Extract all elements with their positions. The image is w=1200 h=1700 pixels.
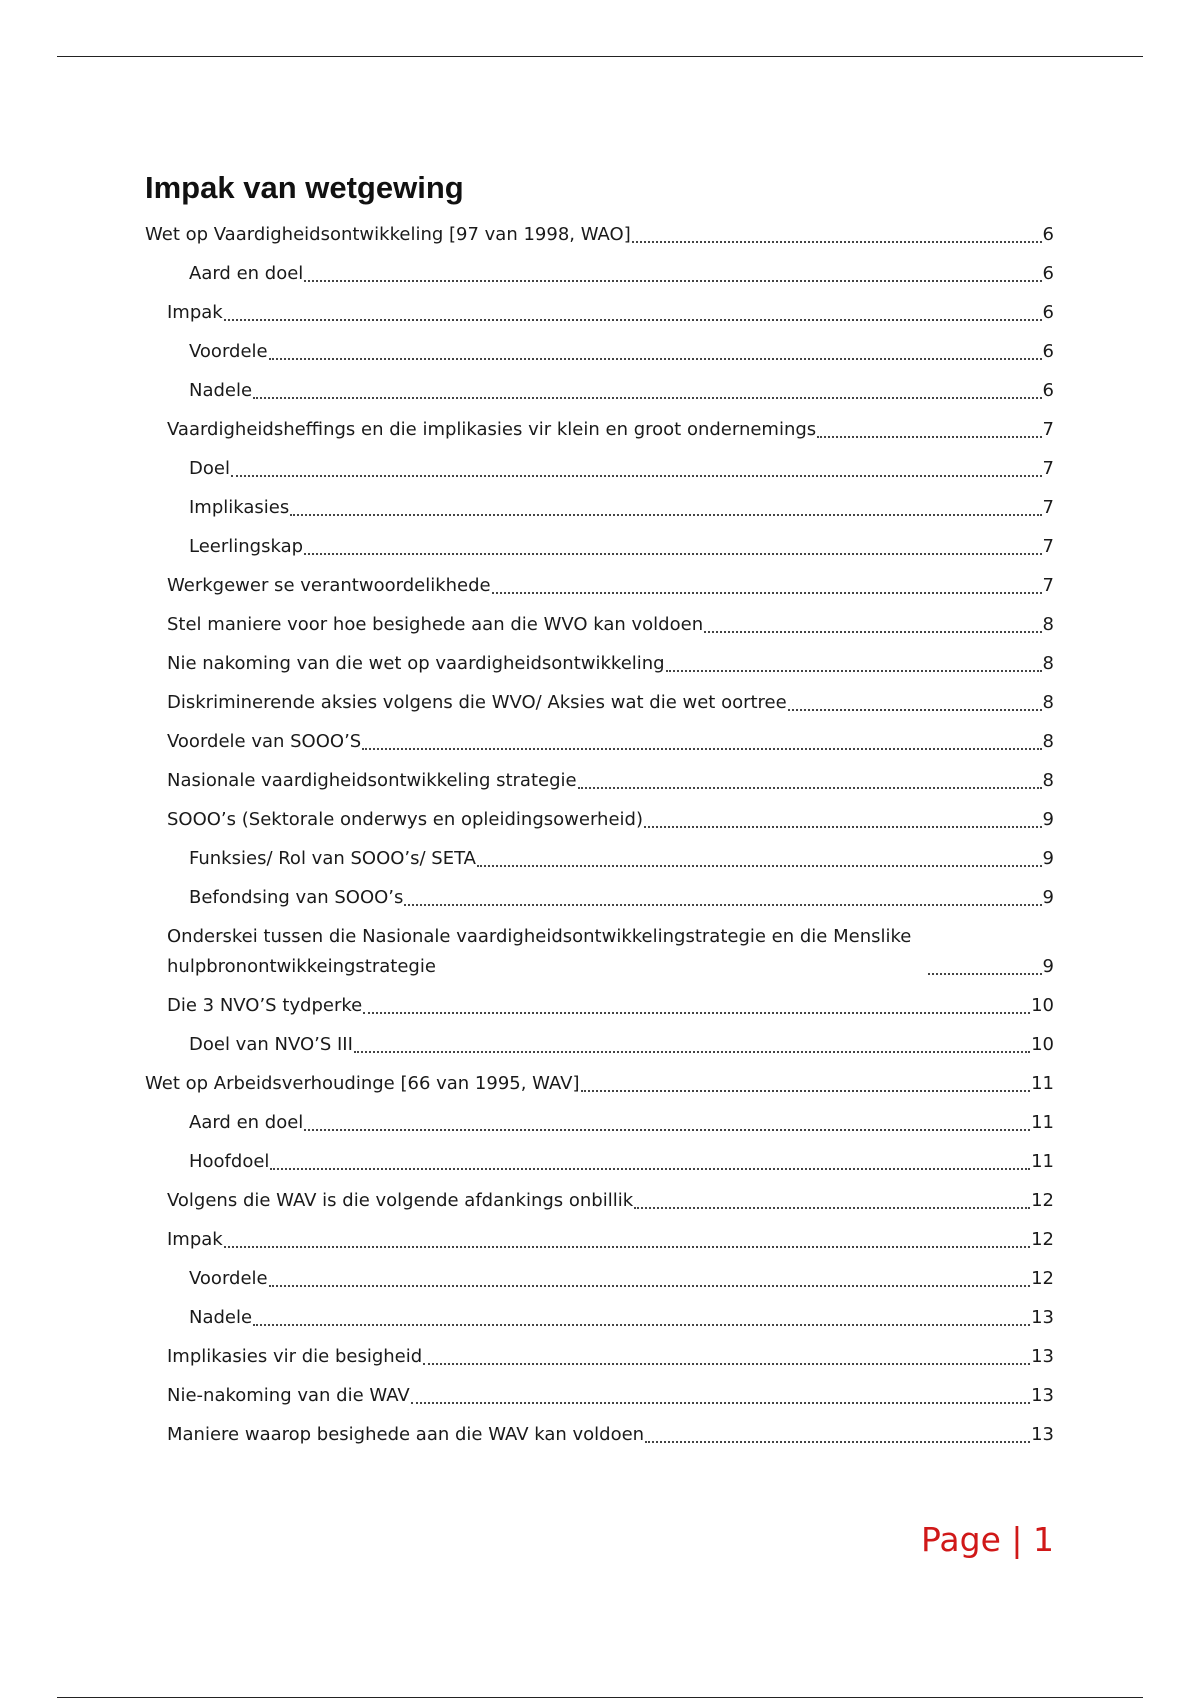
dot-leader xyxy=(928,973,1042,975)
toc-entry[interactable] xyxy=(145,1147,1054,1177)
toc-entry-label: Volgens die WAV is die volgende afdankings onbillik xyxy=(167,1190,634,1211)
toc-entry-label: Nadele xyxy=(189,380,253,401)
toc-entry-page-number: 10 xyxy=(1031,1034,1054,1055)
dot-leader xyxy=(304,1129,1030,1131)
toc-entry[interactable] xyxy=(145,991,1054,1021)
toc-entry-label: Diskriminerende aksies volgens die WVO/ Aksies wat die wet oortree xyxy=(167,692,787,713)
toc-entry-page-number: 7 xyxy=(1042,419,1054,440)
dot-leader xyxy=(253,1324,1030,1326)
toc-entry-page-number: 9 xyxy=(1042,848,1054,869)
toc-entry-label: Nasionale vaardigheidsontwikkeling strategie xyxy=(167,770,577,791)
toc-entry-page-number: 6 xyxy=(1042,302,1054,323)
toc-entry-page-number: 6 xyxy=(1042,263,1054,284)
toc-entry-page-number: 13 xyxy=(1031,1424,1054,1445)
toc-entry-label: Impak xyxy=(167,302,223,323)
toc-entry[interactable] xyxy=(145,532,1054,562)
header-rule xyxy=(57,56,1143,57)
dot-leader xyxy=(253,397,1041,399)
toc-entry-label: SOOO’s (Sektorale onderwys en opleidingsowerheid) xyxy=(167,809,643,830)
dot-leader xyxy=(269,358,1042,360)
dot-leader xyxy=(788,709,1042,711)
toc-entry[interactable] xyxy=(145,766,1054,796)
toc-entry-page-number: 11 xyxy=(1031,1151,1054,1172)
toc-entry[interactable] xyxy=(145,571,1054,601)
toc-entry[interactable] xyxy=(145,688,1054,718)
dot-leader xyxy=(269,1285,1030,1287)
toc-entry[interactable] xyxy=(145,649,1054,679)
toc-entry-label: Onderskei tussen die Nasionale vaardigheidsontwikkelingstrategie en die Menslike hulpbronontwikkeingstrategie xyxy=(167,926,912,977)
toc-entry-label: Voordele van SOOO’S xyxy=(167,731,362,752)
toc-entry-page-number: 6 xyxy=(1042,341,1054,362)
dot-leader xyxy=(363,1012,1030,1014)
toc-entry[interactable] xyxy=(145,1381,1054,1411)
toc-entry-label: Voordele xyxy=(189,341,268,362)
toc-entry[interactable] xyxy=(145,1069,1054,1099)
dot-leader xyxy=(634,1207,1030,1209)
dot-leader xyxy=(411,1402,1030,1404)
table-of-contents xyxy=(145,220,1054,1459)
toc-entry-label: Wet op Vaardigheidsontwikkeling [97 van 1998, WAO] xyxy=(145,224,631,245)
dot-leader xyxy=(304,553,1042,555)
toc-entry-page-number: 6 xyxy=(1042,380,1054,401)
toc-entry-page-number: 7 xyxy=(1042,536,1054,557)
toc-entry-page-number: 8 xyxy=(1042,692,1054,713)
toc-entry-label: Nadele xyxy=(189,1307,253,1328)
toc-entry-page-number: 7 xyxy=(1042,458,1054,479)
toc-entry[interactable] xyxy=(145,1342,1054,1372)
toc-entry[interactable] xyxy=(145,1303,1054,1333)
toc-entry-page-number: 6 xyxy=(1042,224,1054,245)
toc-entry-page-number: 8 xyxy=(1042,731,1054,752)
toc-entry[interactable] xyxy=(145,454,1054,484)
toc-entry[interactable] xyxy=(145,220,1054,250)
toc-entry-label: Aard en doel xyxy=(189,263,304,284)
toc-entry[interactable] xyxy=(145,922,1054,982)
toc-entry[interactable] xyxy=(145,727,1054,757)
dot-leader xyxy=(666,670,1042,672)
toc-entry-label: Impak xyxy=(167,1229,223,1250)
toc-entry-page-number: 9 xyxy=(1042,956,1054,977)
toc-entry-label: Leerlingskap xyxy=(189,536,304,557)
footer-rule xyxy=(57,1697,1143,1698)
toc-entry-page-number: 8 xyxy=(1042,614,1054,635)
toc-entry[interactable] xyxy=(145,259,1054,289)
toc-entry-label: Die 3 NVO’S tydperke xyxy=(167,995,363,1016)
toc-entry-label: Implikasies vir die besigheid xyxy=(167,1346,423,1367)
dot-leader xyxy=(423,1363,1030,1365)
toc-entry[interactable] xyxy=(145,298,1054,328)
toc-entry[interactable] xyxy=(145,1108,1054,1138)
toc-entry-label: Befondsing van SOOO’s xyxy=(189,887,404,908)
toc-entry-label: Doel xyxy=(189,458,230,479)
toc-entry[interactable] xyxy=(145,1264,1054,1294)
dot-leader xyxy=(632,241,1042,243)
toc-entry[interactable] xyxy=(145,883,1054,913)
toc-entry-page-number: 8 xyxy=(1042,653,1054,674)
toc-entry-page-number: 12 xyxy=(1031,1229,1054,1250)
toc-entry-page-number: 11 xyxy=(1031,1073,1054,1094)
dot-leader xyxy=(404,904,1041,906)
toc-entry-page-number: 9 xyxy=(1042,887,1054,908)
toc-entry-page-number: 7 xyxy=(1042,575,1054,596)
toc-entry-page-number: 11 xyxy=(1031,1112,1054,1133)
dot-leader xyxy=(270,1168,1030,1170)
toc-entry[interactable] xyxy=(145,1420,1054,1450)
toc-entry-page-number: 12 xyxy=(1031,1268,1054,1289)
toc-entry[interactable] xyxy=(145,1225,1054,1255)
dot-leader xyxy=(477,865,1042,867)
toc-entry-page-number: 13 xyxy=(1031,1346,1054,1367)
toc-entry[interactable] xyxy=(145,844,1054,874)
toc-entry-label: Doel van NVO’S III xyxy=(189,1034,353,1055)
toc-entry-label: Stel maniere voor hoe besighede aan die WVO kan voldoen xyxy=(167,614,704,635)
toc-entry-page-number: 13 xyxy=(1031,1385,1054,1406)
dot-leader xyxy=(362,748,1041,750)
toc-entry-label: Implikasies xyxy=(189,497,290,518)
toc-entry-label: Werkgewer se verantwoordelikhede xyxy=(167,575,491,596)
toc-entry[interactable] xyxy=(145,1186,1054,1216)
toc-entry-page-number: 8 xyxy=(1042,770,1054,791)
toc-entry-label: Nie-nakoming van die WAV xyxy=(167,1385,410,1406)
toc-entry-page-number: 10 xyxy=(1031,995,1054,1016)
toc-entry-label: Voordele xyxy=(189,1268,268,1289)
toc-entry-label: Aard en doel xyxy=(189,1112,304,1133)
toc-entry-page-number: 7 xyxy=(1042,497,1054,518)
dot-leader xyxy=(304,280,1041,282)
dot-leader xyxy=(704,631,1041,633)
dot-leader xyxy=(578,787,1042,789)
dot-leader xyxy=(354,1051,1030,1053)
dot-leader xyxy=(644,826,1042,828)
toc-entry[interactable] xyxy=(145,1030,1054,1060)
dot-leader xyxy=(290,514,1041,516)
toc-entry-label: Wet op Arbeidsverhoudinge [66 van 1995, WAV] xyxy=(145,1073,580,1094)
dot-leader xyxy=(224,1246,1030,1248)
dot-leader xyxy=(645,1441,1030,1443)
page-number-footer: Page | 1 xyxy=(921,1520,1054,1559)
toc-entry-label: Maniere waarop besighede aan die WAV kan voldoen xyxy=(167,1424,645,1445)
toc-entry[interactable] xyxy=(145,610,1054,640)
toc-entry-label: Nie nakoming van die wet op vaardigheidsontwikkeling xyxy=(167,653,665,674)
dot-leader xyxy=(492,592,1042,594)
toc-entry-label: Vaardigheidsheffings en die implikasies vir klein en groot ondernemings xyxy=(167,419,817,440)
toc-entry[interactable] xyxy=(145,376,1054,406)
toc-entry-page-number: 9 xyxy=(1042,809,1054,830)
dot-leader xyxy=(817,436,1041,438)
toc-entry[interactable] xyxy=(145,493,1054,523)
toc-title: Impak van wetgewing xyxy=(145,170,464,205)
toc-entry-page-number: 12 xyxy=(1031,1190,1054,1211)
toc-entry-page-number: 13 xyxy=(1031,1307,1054,1328)
toc-entry[interactable] xyxy=(145,805,1054,835)
dot-leader xyxy=(231,475,1042,477)
toc-entry-label: Hoofdoel xyxy=(189,1151,270,1172)
toc-entry[interactable] xyxy=(145,415,1054,445)
toc-entry[interactable] xyxy=(145,337,1054,367)
dot-leader xyxy=(224,319,1042,321)
dot-leader xyxy=(581,1090,1031,1092)
toc-entry-label: Funksies/ Rol van SOOO’s/ SETA xyxy=(189,848,476,869)
